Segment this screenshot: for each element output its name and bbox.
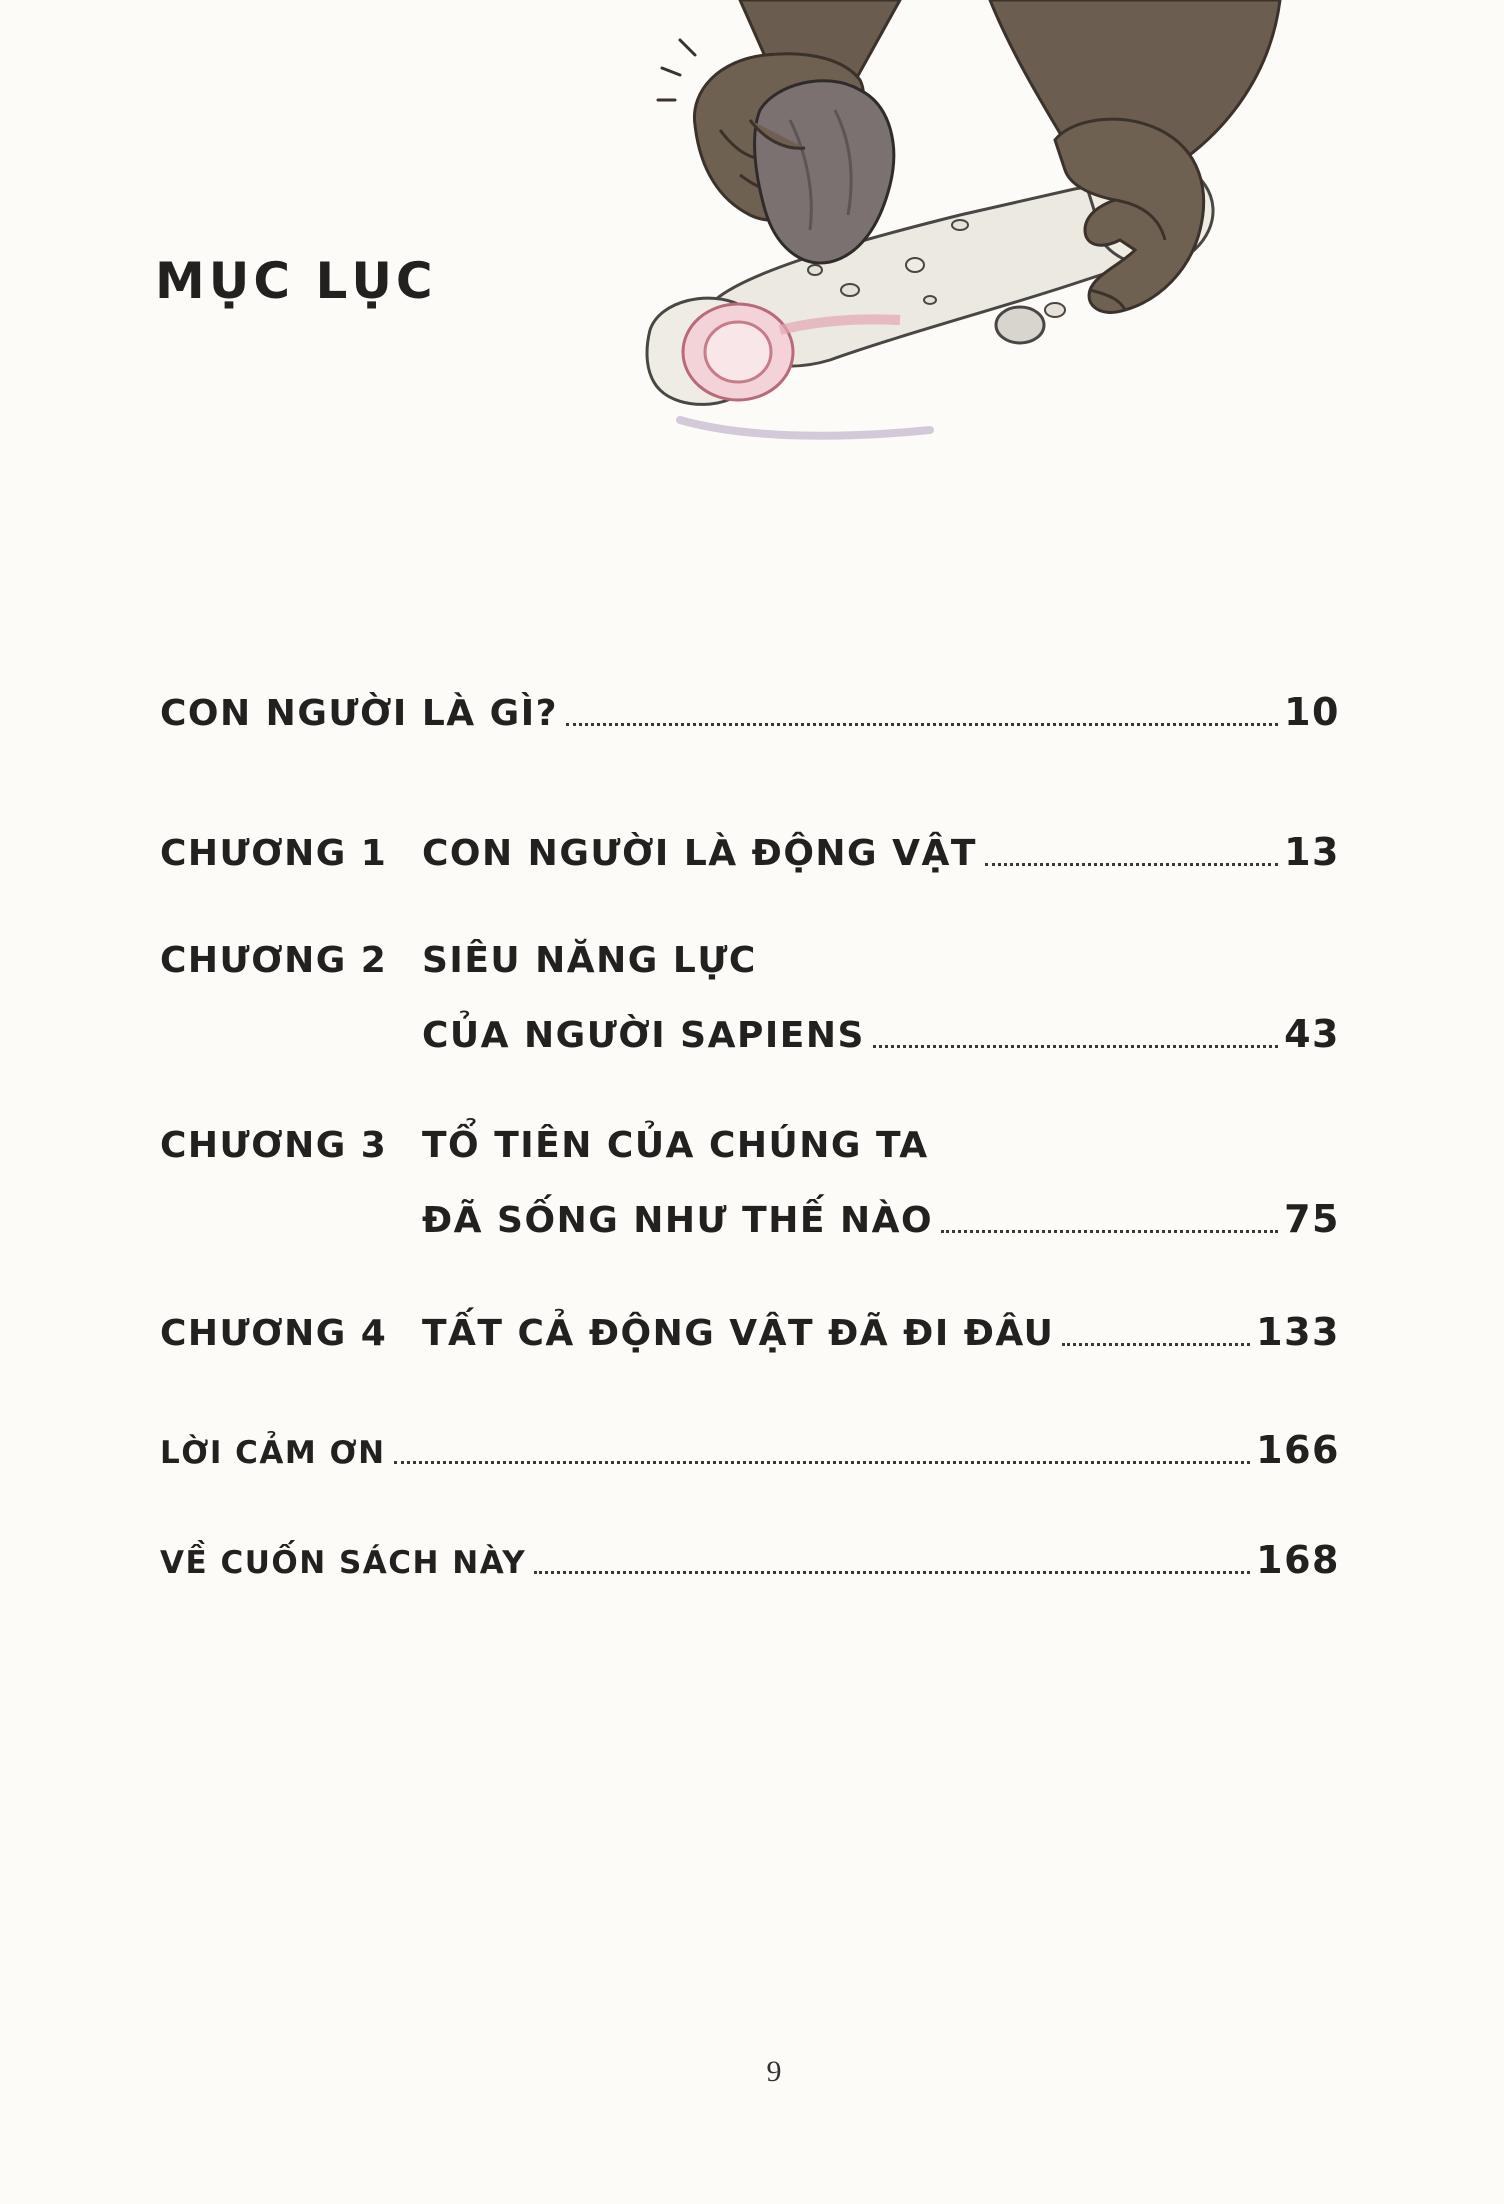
dot-leader — [873, 1045, 1278, 1048]
dot-leader — [534, 1571, 1250, 1574]
toc-entry-title-line-2: CỦA NGƯỜI SAPIENS — [422, 1015, 865, 1056]
toc-entry-chapter-3[interactable] — [160, 1125, 1340, 1166]
dot-leader — [941, 1230, 1278, 1233]
chapter-label: CHƯƠNG 1 — [160, 833, 388, 874]
dot-leader — [394, 1461, 1251, 1464]
dot-leader — [985, 863, 1278, 866]
toc-page-number: 13 — [1284, 830, 1340, 874]
toc-entry-chapter-2-line-2[interactable] — [422, 1012, 1340, 1056]
toc-page-number: 133 — [1256, 1310, 1340, 1354]
dot-leader — [566, 723, 1278, 726]
toc-entry-title: VỀ CUỐN SÁCH NÀY — [160, 1545, 527, 1581]
chapter-label: CHƯƠNG 4 — [160, 1313, 388, 1354]
toc-entry-title: TẤT CẢ ĐỘNG VẬT ĐÃ ĐI ĐÂU — [422, 1313, 1055, 1354]
toc-entry-title-line-2: ĐÃ SỐNG NHƯ THẾ NÀO — [422, 1200, 934, 1241]
toc-entry-title-line-1: SIÊU NĂNG LỰC — [422, 940, 757, 981]
toc-entry-chapter-3-line-2[interactable] — [422, 1197, 1340, 1241]
toc-page-number: 168 — [1256, 1538, 1340, 1582]
toc-entry-about-book[interactable] — [160, 1538, 1340, 1582]
toc-page-number: 75 — [1284, 1197, 1340, 1241]
dot-leader — [1062, 1343, 1250, 1346]
toc-entry-chapter-4[interactable] — [160, 1310, 1340, 1354]
toc-page-number: 10 — [1284, 690, 1340, 734]
hands-breaking-bone-illustration — [600, 0, 1320, 470]
toc-entry-title-line-1: TỔ TIÊN CỦA CHÚNG TA — [422, 1125, 929, 1166]
toc-entry-chapter-2[interactable] — [160, 940, 1340, 981]
page-number: 9 — [766, 2055, 782, 2088]
toc-page-number: 43 — [1284, 1012, 1340, 1056]
chapter-label: CHƯƠNG 3 — [160, 1125, 388, 1166]
toc-entry-title: CON NGƯỜI LÀ GÌ? — [160, 693, 558, 734]
toc-entry-title: CON NGƯỜI LÀ ĐỘNG VẬT — [422, 833, 977, 874]
toc-entry-intro[interactable] — [160, 690, 1340, 734]
toc-entry-chapter-1[interactable] — [160, 830, 1340, 874]
chapter-label: CHƯƠNG 2 — [160, 940, 388, 981]
toc-page-number: 166 — [1256, 1428, 1340, 1472]
toc-entry-acknowledgements[interactable] — [160, 1428, 1340, 1472]
toc-entry-title: LỜI CẢM ƠN — [160, 1435, 386, 1471]
page-title: MỤC LỤC — [155, 252, 437, 310]
